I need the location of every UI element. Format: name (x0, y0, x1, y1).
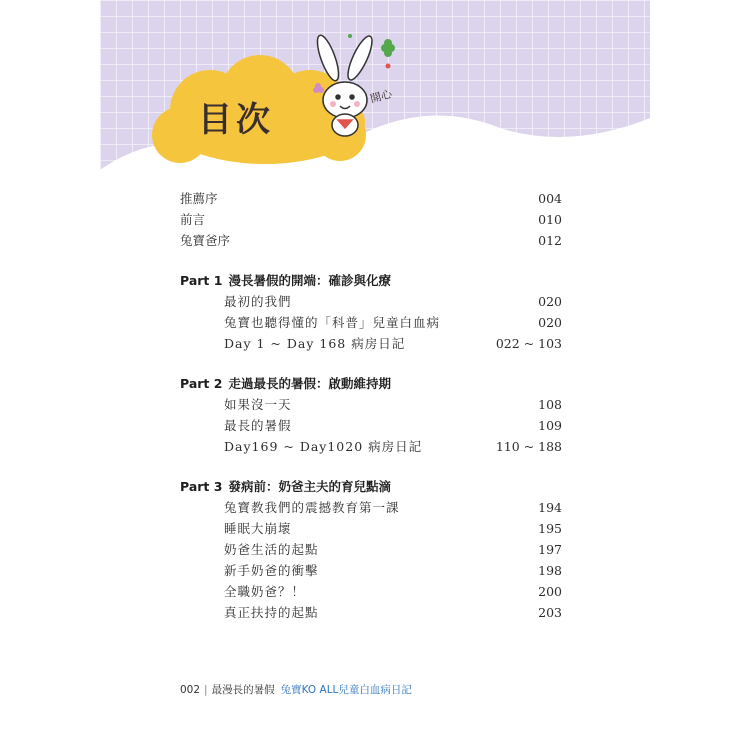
toc-entry[interactable] (180, 209, 562, 230)
book-page (100, 0, 650, 750)
toc-entry-page: 109 (538, 418, 562, 433)
toc-entry[interactable] (180, 333, 562, 354)
toc-entry-page: 198 (538, 563, 562, 578)
toc-entry-label: 新手奶爸的衝擊 (224, 563, 319, 578)
toc-entry-page: 020 (538, 315, 562, 330)
toc-entry-label: 最初的我們 (224, 294, 292, 309)
toc-entry-label: 兔寶也聽得懂的「科普」兒童白血病 (224, 315, 441, 330)
toc-entry-label: 兔寶爸序 (180, 233, 231, 248)
toc-entry-page: 203 (538, 605, 562, 620)
toc-title: 目次 (198, 100, 274, 140)
part-number: Part 2 (180, 376, 223, 391)
footer-page-number: 002 (180, 684, 201, 696)
part-title: 漫長暑假的開端：確診與化療 (228, 273, 391, 288)
toc-entry[interactable] (180, 415, 562, 436)
toc-entry-label: 推薦序 (180, 191, 218, 206)
part-title: 走過最長的暑假：啟動維持期 (228, 376, 391, 391)
header-illustration (100, 0, 650, 180)
toc-entry-page: 004 (538, 191, 562, 206)
part-title: 發病前：奶爸主夫的育兒點滴 (228, 479, 391, 494)
toc-entry[interactable] (180, 539, 562, 560)
toc-entry[interactable] (180, 581, 562, 602)
toc-entry-page: 194 (538, 500, 562, 515)
toc-entry[interactable] (180, 230, 562, 251)
toc-entry-label: 真正扶持的起點 (224, 605, 319, 620)
toc-entry-label: 全職奶爸？！ (224, 584, 306, 599)
toc-entry[interactable] (180, 291, 562, 312)
toc-entry-page: 200 (538, 584, 562, 599)
table-of-contents (180, 188, 562, 623)
toc-entry[interactable] (180, 394, 562, 415)
part-heading[interactable] (180, 270, 562, 291)
toc-entry-page: 012 (538, 233, 562, 248)
toc-entry-page: 022 ~ 103 (495, 336, 562, 351)
toc-entry[interactable] (180, 602, 562, 623)
footer-book-title: 最漫長的暑假 (211, 684, 275, 696)
toc-entry[interactable] (180, 188, 562, 209)
part-number: Part 3 (180, 479, 223, 494)
part-heading[interactable] (180, 476, 562, 497)
toc-entry-label: 睡眠大崩壞 (224, 521, 292, 536)
footer-separator: | (204, 684, 208, 696)
page-footer (180, 682, 412, 697)
part-number: Part 1 (180, 273, 223, 288)
toc-entry-label: Day 1 ~ Day 168 病房日記 (224, 336, 406, 351)
happy-label: 開心 (368, 87, 394, 106)
toc-entry-page: 195 (538, 521, 562, 536)
toc-entry-page: 197 (538, 542, 562, 557)
toc-entry[interactable] (180, 436, 562, 457)
toc-entry[interactable] (180, 518, 562, 539)
toc-entry-label: 奶爸生活的起點 (224, 542, 319, 557)
toc-entry-page: 010 (538, 212, 562, 227)
toc-entry-page: 108 (538, 397, 562, 412)
toc-entry-label: Day169 ~ Day1020 病房日記 (224, 439, 423, 454)
toc-entry-page: 020 (538, 294, 562, 309)
toc-entry[interactable] (180, 560, 562, 581)
part-heading[interactable] (180, 373, 562, 394)
toc-entry-label: 如果沒一天 (224, 397, 292, 412)
toc-entry-label: 最長的暑假 (224, 418, 292, 433)
toc-entry-label: 兔寶教我們的震撼教育第一課 (224, 500, 400, 515)
toc-entry-page: 110 ~ 188 (495, 439, 562, 454)
toc-entry-label: 前言 (180, 212, 206, 227)
toc-entry[interactable] (180, 312, 562, 333)
toc-entry[interactable] (180, 497, 562, 518)
footer-book-subtitle: 兔寶KO ALL兒童白血病日記 (280, 684, 412, 696)
